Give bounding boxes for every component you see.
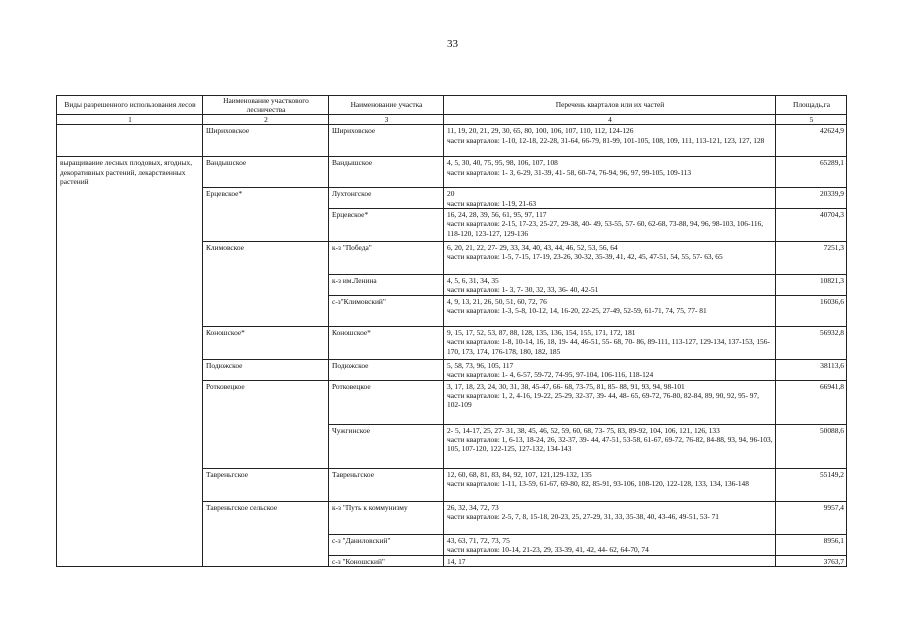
table-row bbox=[57, 125, 847, 157]
quarter-parts: части кварталов: 1-5, 7-15, 17-19, 23-26, 30-32, 35-39, 41, 42, 45, 47-51, 54, 55, 57- 63, 65 bbox=[447, 252, 723, 262]
quarter-parts: части кварталов: 1- 3, 7- 30, 32, 33, 36- 40, 42-51 bbox=[447, 285, 599, 295]
header-row bbox=[57, 96, 847, 115]
quarter-list: 20 bbox=[447, 189, 455, 199]
forestry-name-cell: Тавреньгское сельское bbox=[203, 501, 329, 566]
header-area: Площадь,га bbox=[776, 96, 847, 115]
forestry-name-cell: Коношское* bbox=[203, 326, 329, 359]
area-cell: 20339,9 bbox=[776, 188, 847, 209]
quarters-cell bbox=[444, 534, 776, 555]
quarter-parts: части кварталов: 1-10, 12-18, 22-28, 31-64, 66-79, 81-99, 101-105, 108, 109, 111, 113-121, 123, 127, 128 bbox=[447, 135, 765, 145]
plot-name-cell: Шириховское bbox=[329, 125, 444, 157]
forest-use-table bbox=[56, 95, 847, 567]
quarter-parts: части кварталов: 1-19, 21-63 bbox=[447, 198, 537, 208]
quarter-list: 2- 5, 14-17, 25, 27- 31, 38, 45, 46, 52, 59, 60, 68, 73- 75, 83, 89-92, 104, 106, 121, 126, 133 bbox=[447, 425, 720, 435]
column-number: 4 bbox=[444, 115, 776, 125]
plot-name-cell: к-з им.Ленина bbox=[329, 275, 444, 296]
quarter-parts: части кварталов: 1-8, 10-14, 16, 18, 19- 44, 46-51, 55- 68, 70- 86, 89-111, 113-127, 129-134, 137-153, 156-170, 173, 174, 176-178, 180, 182, 185 bbox=[447, 337, 770, 356]
area-cell: 8956,1 bbox=[776, 534, 847, 555]
quarter-list: 43, 63, 71, 72, 73, 75 bbox=[447, 535, 510, 545]
column-number-row bbox=[57, 115, 847, 125]
quarter-list: 4, 5, 30, 40, 75, 95, 98, 106, 107, 108 bbox=[447, 158, 558, 168]
area-cell: 16036,6 bbox=[776, 295, 847, 326]
quarter-list: 26, 32, 34, 72, 73 bbox=[447, 502, 499, 512]
plot-name-cell: к-з "Путь к коммунизму bbox=[329, 501, 444, 534]
column-number: 1 bbox=[57, 115, 203, 125]
plot-name-cell: Лухтонгское bbox=[329, 188, 444, 209]
forestry-name-cell: Климовское bbox=[203, 242, 329, 327]
quarters-cell bbox=[444, 209, 776, 242]
quarter-parts: части кварталов: 1, 6-13, 18-24, 26, 32-37, 39- 44, 47-51, 53-58, 61-67, 69-72, 76-82, 84-88, 93, 94, 96-103, 105, 107-120, 122-125, 127-132, 134-143 bbox=[447, 435, 773, 454]
area-cell: 42624,9 bbox=[776, 125, 847, 157]
header-quarters: Перечень кварталов или их частей bbox=[444, 96, 776, 115]
plot-name-cell: к-з "Победа" bbox=[329, 242, 444, 275]
quarters-cell bbox=[444, 501, 776, 534]
area-cell: 56932,8 bbox=[776, 326, 847, 359]
plot-name-cell: Ротковецкое bbox=[329, 380, 444, 424]
quarters-cell bbox=[444, 468, 776, 501]
header-plot: Наименование участка bbox=[329, 96, 444, 115]
plot-name-cell: с-з "Коношский" bbox=[329, 555, 444, 566]
forestry-name-cell: Вандышское bbox=[203, 157, 329, 188]
plot-name-cell: с-з "Даниловский" bbox=[329, 534, 444, 555]
area-cell: 38113,6 bbox=[776, 359, 847, 380]
plot-name-cell: Вандышское bbox=[329, 157, 444, 188]
plot-name-cell: Ерцевское* bbox=[329, 209, 444, 242]
header-forestry: Наименование участкового лесничества bbox=[203, 96, 329, 115]
quarters-cell bbox=[444, 125, 776, 157]
plot-name-cell: Тавреньгское bbox=[329, 468, 444, 501]
quarters-cell bbox=[444, 555, 776, 566]
quarter-parts: части кварталов: 1- 4, 6-57, 59-72, 74-95, 97-104, 106-116, 118-124 bbox=[447, 370, 654, 380]
plot-name-cell: Подюжское bbox=[329, 359, 444, 380]
area-cell: 7251,3 bbox=[776, 242, 847, 275]
forestry-name-cell: Подюжское bbox=[203, 359, 329, 380]
forestry-name-cell: Шириховское bbox=[203, 125, 329, 157]
quarters-cell bbox=[444, 157, 776, 188]
use-type-cell: выращивание лесных плодовых, ягодных, декоративных растений, лекарственных растений bbox=[57, 157, 203, 567]
quarter-list: 14, 17 bbox=[447, 556, 466, 566]
area-cell: 65289,1 bbox=[776, 157, 847, 188]
quarters-cell bbox=[444, 275, 776, 296]
area-cell: 55149,2 bbox=[776, 468, 847, 501]
table-row bbox=[57, 157, 847, 188]
quarter-list: 9, 15, 17, 52, 53, 87, 88, 128, 135, 136, 154, 155, 171, 172, 181 bbox=[447, 327, 636, 337]
quarter-list: 16, 24, 28, 39, 56, 61, 95, 97, 117 bbox=[447, 210, 547, 219]
column-number: 2 bbox=[203, 115, 329, 125]
quarters-cell bbox=[444, 242, 776, 275]
column-number: 5 bbox=[776, 115, 847, 125]
area-cell: 40704,3 bbox=[776, 209, 847, 242]
quarters-cell bbox=[444, 380, 776, 424]
quarter-parts: части кварталов: 10-14, 21-23, 29, 33-39, 41, 42, 44- 62, 64-70, 74 bbox=[447, 545, 649, 555]
quarter-list: 5, 58, 73, 96, 105, 117 bbox=[447, 360, 514, 370]
plot-name-cell: с-з"Климовский" bbox=[329, 295, 444, 326]
quarters-cell bbox=[444, 424, 776, 468]
quarters-cell bbox=[444, 188, 776, 209]
forestry-name-cell: Тавреньгское bbox=[203, 468, 329, 501]
header-use-type: Виды разрешенного использования лесов bbox=[57, 96, 203, 115]
forestry-name-cell: Ротковецкое bbox=[203, 380, 329, 468]
area-cell: 3763,7 bbox=[776, 555, 847, 566]
quarters-cell bbox=[444, 295, 776, 326]
quarter-parts: части кварталов: 1, 2, 4-16, 19-22, 25-29, 32-37, 39- 44, 48- 65, 69-72, 76-80, 82-84, 89, 90, 92, 95- 97, 102-109 bbox=[447, 391, 760, 410]
forestry-name-cell: Ерцевское* bbox=[203, 188, 329, 242]
quarter-list: 4, 9, 13, 21, 26, 50, 51, 60, 72, 76 bbox=[447, 296, 547, 306]
page-number: 33 bbox=[447, 38, 458, 50]
quarter-parts: части кварталов: 2-15, 17-23, 25-27, 29-38, 40- 49, 53-55, 57- 60, 62-68, 73-88, 94, 96, 98-103, 106-116, 118-120, 123-127, 129-136 bbox=[447, 219, 764, 238]
area-cell: 10821,3 bbox=[776, 275, 847, 296]
quarter-parts: части кварталов: 1- 3, 6-29, 31-39, 41- 58, 60-74, 76-94, 96, 97, 99-105, 109-113 bbox=[447, 167, 692, 177]
area-cell: 50088,6 bbox=[776, 424, 847, 468]
plot-name-cell: Коношское* bbox=[329, 326, 444, 359]
area-cell: 9957,4 bbox=[776, 501, 847, 534]
area-cell: 66941,8 bbox=[776, 380, 847, 424]
use-type-cell bbox=[57, 125, 203, 157]
column-number: 3 bbox=[329, 115, 444, 125]
quarter-list: 11, 19, 20, 21, 29, 30, 65, 80, 100, 106, 107, 110, 112, 124-126 bbox=[447, 126, 634, 136]
quarter-list: 3, 17, 18, 23, 24, 30, 31, 38, 45-47, 66- 68, 73-75, 81, 85- 88, 91, 93, 94, 98-101 bbox=[447, 381, 685, 391]
table-body bbox=[57, 125, 847, 567]
plot-name-cell: Чужгинское bbox=[329, 424, 444, 468]
quarter-list: 6, 20, 21, 22, 27- 29, 33, 34, 40, 43, 44, 46, 52, 53, 56, 64 bbox=[447, 243, 618, 252]
quarters-cell bbox=[444, 326, 776, 359]
quarter-list: 12, 60, 68, 81, 83, 84, 92, 107, 121,129-132, 135 bbox=[447, 469, 592, 479]
quarter-parts: части кварталов: 1-11, 13-59, 61-67, 69-80, 82, 85-91, 93-106, 108-120, 122-128, 133, 134, 136-148 bbox=[447, 479, 749, 489]
quarter-list: 4, 5, 6, 31, 34, 35 bbox=[447, 276, 499, 285]
quarters-cell bbox=[444, 359, 776, 380]
quarter-parts: части кварталов: 2-5, 7, 8, 15-18, 20-23, 25, 27-29, 31, 33, 35-38, 40, 43-46, 49-51, 53- 71 bbox=[447, 512, 719, 522]
quarter-parts: части кварталов: 1-3, 5-8, 10-12, 14, 16-20, 22-25, 27-49, 52-59, 61-71, 74, 75, 77- 81 bbox=[447, 306, 707, 316]
